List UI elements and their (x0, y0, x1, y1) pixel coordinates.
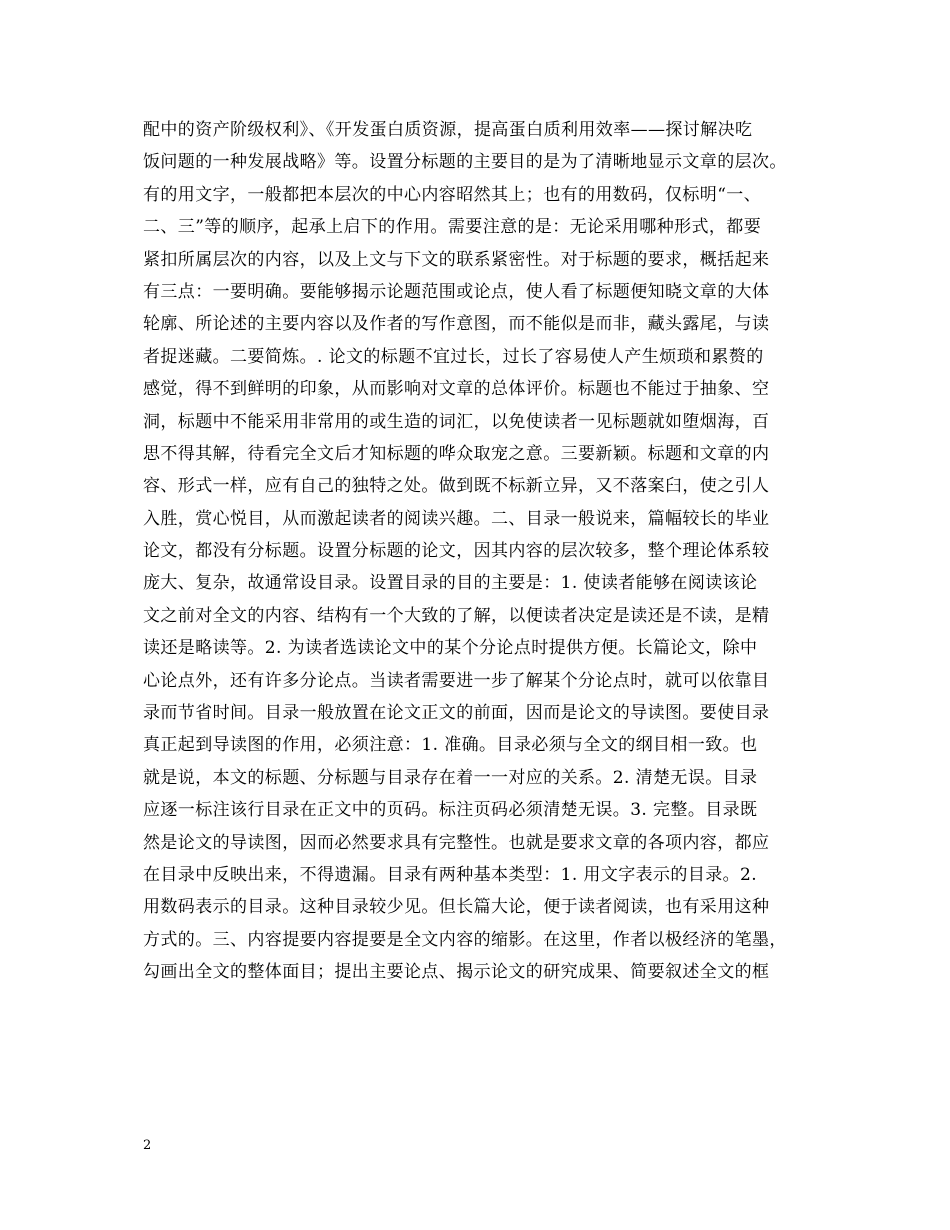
text-line: 二、三”等的顺序，起承上启下的作用。需要注意的是：无论采用哪种形式，都要 (143, 217, 762, 238)
text-line: 论文，都没有分标题。设置分标题的论文，因其内容的层次较多，整个理论体系较 (143, 541, 770, 562)
text-line: 洞，标题中不能采用非常用的或生造的词汇，以免使读者一见标题就如堕烟海，百 (143, 411, 770, 432)
text-line: 方式的。三、内容提要内容提要是全文内容的缩影。在这里，作者以极经济的笔墨， (143, 929, 787, 950)
text-line: 用数码表示的目录。这种目录较少见。但长篇大论，便于读者阅读，也有采用这种 (143, 897, 770, 918)
text-line: 勾画出全文的整体面目；提出主要论点、揭示论文的研究成果、简要叙述全文的框 (143, 962, 770, 983)
text-line: 庞大、复杂，故通常设目录。设置目录的目的主要是：1. 使读者能够在阅读该论 (143, 573, 758, 594)
text-line: 然是论文的导读图，因而必然要求具有完整性。也就是要求文章的各项内容，都应 (143, 832, 770, 853)
text-line: 轮廓、所论述的主要内容以及作者的写作意图，而不能似是而非，藏头露尾，与读 (143, 314, 770, 335)
text-line: 在目录中反映出来，不得遗漏。目录有两种基本类型：1. 用文字表示的目录。2. (143, 864, 758, 885)
text-line: 文之前对全文的内容、结构有一个大致的了解，以便读者决定是读还是不读，是精 (143, 605, 770, 626)
text-line: 入胜，赏心悦目，从而激起读者的阅读兴趣。二、目录一般说来，篇幅较长的毕业 (143, 508, 770, 529)
text-line: 有三点：一要明确。要能够揭示论题范围或论点，使人看了标题便知晓文章的大体 (143, 281, 770, 302)
text-line: 思不得其解，待看完全文后才知标题的哗众取宠之意。三要新颖。标题和文章的内 (143, 443, 770, 464)
text-line: 饭问题的一种发展战略》等。设置分标题的主要目的是为了清晰地显示文章的层次。 (143, 152, 787, 173)
text-line: 容、形式一样，应有自己的独特之处。做到既不标新立异，又不落案臼，使之引人 (143, 476, 770, 497)
text-line: 录而节省时间。目录一般放置在论文正文的前面，因而是论文的导读图。要使目录 (143, 703, 770, 724)
body-text (143, 114, 833, 989)
text-line: 应逐一标注该行目录在正文中的页码。标注页码必须清楚无误。3. 完整。目录既 (143, 800, 758, 821)
text-line: 配中的资产阶级权利》、《开发蛋白质资源，提高蛋白质利用效率——探讨解决吃 (143, 120, 753, 140)
text-line: 心论点外，还有许多分论点。当读者需要进一步了解某个分论点时，就可以依靠目 (143, 670, 770, 691)
text-line: 有的用文字，一般都把本层次的中心内容昭然其上；也有的用数码，仅标明“一、 (143, 184, 762, 205)
text-line: 读还是略读等。2. 为读者选读论文中的某个分论点时提供方便。长篇论文，除中 (143, 638, 758, 659)
text-line: 者捉迷藏。二要简炼。. 论文的标题不宜过长，过长了容易使人产生烦琐和累赘的 (143, 346, 764, 367)
page-number: 2 (143, 1138, 152, 1153)
text-line: 就是说，本文的标题、分标题与目录存在着一一对应的关系。2. 清楚无误。目录 (143, 767, 758, 788)
text-line: 紧扣所属层次的内容，以及上文与下文的联系紧密性。对于标题的要求，概括起来 (143, 249, 770, 270)
text-line: 真正起到导读图的作用，必须注意：1. 准确。目录必须与全文的纲目相一致。也 (143, 735, 758, 756)
text-line: 感觉，得不到鲜明的印象，从而影响对文章的总体评价。标题也不能过于抽象、空 (143, 379, 770, 400)
